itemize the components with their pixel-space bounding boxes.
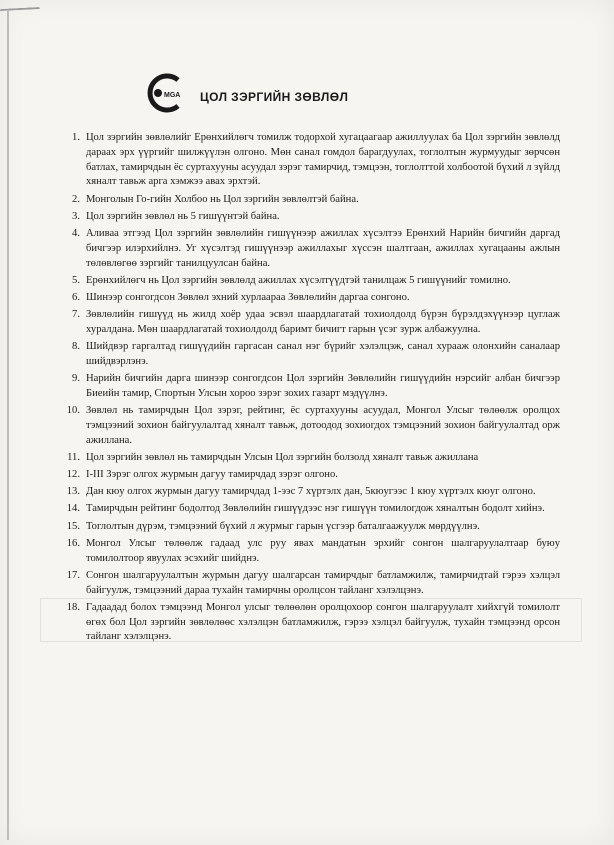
- list-item-text: Монголын Го-гийн Холбоо нь Цол зэргийн зөвлөлтэй байна.: [86, 193, 359, 205]
- mga-logo: [146, 72, 188, 114]
- list-item-number: 8.: [72, 341, 80, 353]
- list-item: [60, 485, 560, 500]
- list-item-text: Цол зэргийн зөвлөл нь тамирчдын Улсын Цол зэргийн болзолд хяналт тавьж ажиллана: [86, 451, 479, 463]
- page-edge: [7, 10, 9, 840]
- list-item-text: Цол зэргийн зөвлөлийг Ерөнхийлөгч томилж тодорхой хугацаагаар ажиллуулах ба Цол зэргийн зөвлөлд дараах эрх үүргийг шилжүүлэн олгоно. Мөн санал гомдол барагдуулах, тоглолтын журмуудыг зөрчсөн батлах, тамирчдын ёс суртахууны асуудал зэрэг тамирчид, тэмцээн, тоглолттой холбоотой бүхий л зүйлд хяналт тавьж арга хэмжээ авах эрхтэй.: [86, 132, 560, 188]
- page-title: ЦОЛ ЗЭРГИЙН ЗӨВЛӨЛ: [200, 90, 349, 104]
- list-item-number: 16.: [66, 537, 80, 549]
- list-item-number: 17.: [66, 569, 80, 581]
- list-item-number: 2.: [72, 193, 80, 205]
- show-through-top: [120, 62, 590, 132]
- list-item-text: Нарийн бичгийн дарга шинээр сонгогдсон Цол зэргийн Зөвлөлийн гишүүдийн нэрсийг албан бичгээр Биеийн тамир, Спортын Улсын хороо зэрэг зохих газарт мэдүүлнэ.: [86, 373, 560, 399]
- list-item-text: Шинээр сонгогдсон Зөвлөл эхний хурлаараа Зөвлөлийн даргаа сонгоно.: [86, 291, 410, 303]
- list-item-number: 13.: [66, 486, 80, 498]
- list-item: [60, 601, 560, 645]
- list-item: [60, 291, 560, 306]
- list-item: [60, 502, 560, 517]
- list-item-number: 4.: [72, 227, 80, 239]
- list-item-number: 7.: [72, 309, 80, 321]
- list-item: [60, 210, 560, 225]
- list-item-text: Гадаадад болох тэмцээнд Монгол улсыг төлөөлөн оролцохоор сонгон шалгаруулалт хийхгүй томилолт өгөх бол Цол зэргийн зөвлөлөөс хэлэлцэн батламжилж, гэрээ хэлцэл байгуулж, тухайн тэмцээнд орсон тайланг хэлэлцэнэ.: [86, 601, 560, 643]
- list-item-number: 3.: [72, 210, 80, 222]
- list-item: [60, 569, 560, 599]
- list-item-text: Ерөнхийлөгч нь Цол зэргийн зөвлөлд ажиллах хүсэлтүүдтэй танилцаж 5 гишүүнийг томилно.: [86, 274, 511, 286]
- list-item: [60, 340, 560, 370]
- list-item-number: 6.: [72, 291, 80, 303]
- list-item-number: 15.: [66, 520, 80, 532]
- list-item: [60, 537, 560, 567]
- list-item-text: Монгол Улсыг төлөөлж гадаад улс руу явах мандатын эрхийг сонгон шалгаруулалтаар буюу томилолтоор явуулах эсэхийг шийднэ.: [86, 537, 560, 564]
- list-item-text: Шийдвэр гаргалтад гишүүдийн гаргасан санал нэг бүрийг хэлэлцэж, санал хурааж олонхийн саналаар шийдвэрлэнэ.: [86, 341, 560, 367]
- list-item-text: I-III Зэрэг олгох журмын дагуу тамирчдад зэрэг олгоно.: [86, 469, 338, 481]
- list-item: [60, 308, 560, 338]
- list-item: [60, 451, 560, 466]
- list-item-text: Цол зэргийн зөвлөл нь 5 гишүүнтэй байна.: [86, 210, 280, 222]
- list-item: [60, 131, 560, 190]
- list-item: [60, 227, 560, 271]
- list-item-number: 1.: [72, 132, 80, 143]
- list-item-text: Сонгон шалгаруулалтын журмын дагуу шалгарсан тамирчдыг батламжилж, тамирчидтай гэрээ хэлцэл байгуулж, тэмцээний дараа тухайн тамирчны оролцсон тайланг хэлэлцэнэ.: [86, 569, 560, 596]
- list-item: [60, 468, 560, 483]
- list-item: [60, 193, 560, 208]
- list-item-number: 14.: [66, 503, 80, 515]
- list-item-number: 10.: [66, 405, 80, 417]
- list-item: [60, 274, 560, 289]
- list-item-text: Зөвлөлийн гишүүд нь жилд хоёр удаа эсвэл шаардлагатай тохиолдолд бүрэн бүрэлдэхүүнээр цуглаж хуралдана. Мөн шаардлагатай тохиолдолд баримт бичигт гарын үсэг зурж албажуулна.: [86, 309, 560, 335]
- list-item-number: 9.: [72, 373, 80, 385]
- list-item-number: 18.: [66, 601, 80, 613]
- list-item-text: Аливаа этгээд Цол зэргийн зөвлөлийн гишүүнээр ажиллах хүсэлтээ Ерөнхий Нарийн бичгийн даргад бичгээр илэрхийлнэ. Уг хүсэлтэд гишүүнээр ажиллахыг хүссэн шалтгаан, ажиллах хугацааны ажлын төлөвлөгөө зэргийг танилцуулсан байна.: [86, 227, 560, 269]
- list-item-number: 5.: [72, 274, 80, 286]
- list-item-number: 12.: [66, 469, 80, 481]
- list-item-number: 11.: [67, 451, 80, 463]
- logo-text: MGA: [164, 92, 181, 99]
- list-item-text: Зөвлөл нь тамирчдын Цол зэрэг, рейтинг, ёс суртахууны асуудал, Монгол Улсыг төлөөлж оролцох тэмцээний зохион байгуулалтад хяналт тавьж, дотоодод зохиогдох тэмцээний зохион байгуулалтад орж ажиллана.: [86, 405, 560, 446]
- list-item: [60, 372, 560, 402]
- list-item-text: Тоглолтын дүрэм, тэмцээний бүхий л журмыг гарын үсгээр баталгаажуулж мөрдүүлнэ.: [86, 520, 480, 532]
- list-item-text: Дан кюу олгох журмын дагуу тамирчдад 1-ээс 7 хүртэлх дан, 5кюугээс 1 кюу хүртэлх кюуг олгоно.: [86, 486, 536, 498]
- list-item-text: Тамирчдын рейтинг бодолтод Зөвлөлийн гишүүдээс нэг гишүүн томилогдож хяналтын бодолт хийнэ.: [86, 503, 545, 515]
- list-item: [60, 404, 560, 448]
- list-item: [60, 520, 560, 535]
- rules-list: [60, 131, 560, 648]
